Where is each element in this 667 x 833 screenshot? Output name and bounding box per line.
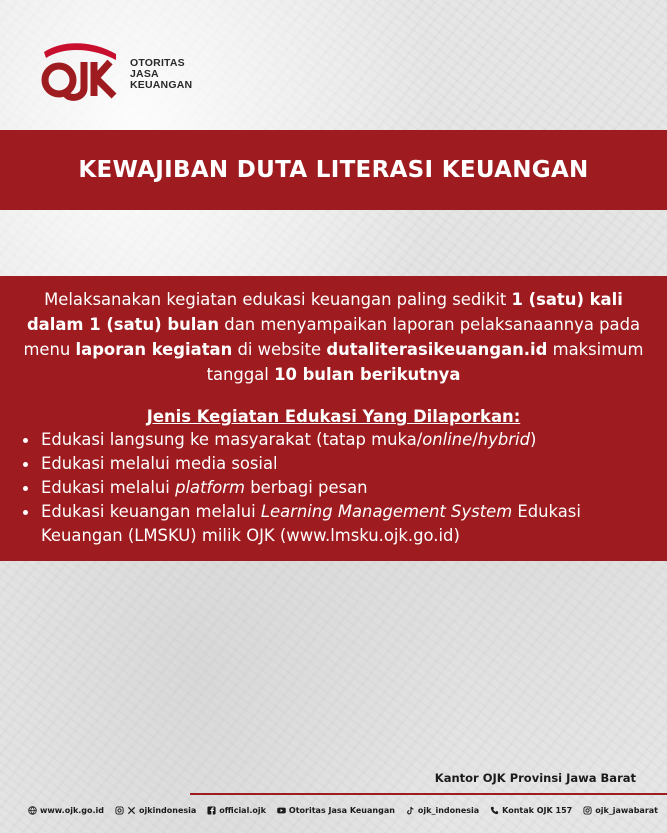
footer-text: Kontak OJK 157: [502, 806, 573, 815]
text: Edukasi keuangan melalui: [41, 502, 261, 521]
footer-youtube[interactable]: [277, 806, 395, 815]
obligation-paragraph: [14, 287, 653, 387]
ojk-logo-text: [130, 58, 192, 91]
bold-text: 10 bulan berikutnya: [274, 365, 461, 384]
list-item: [18, 428, 667, 452]
footer-text: www.ojk.go.id: [40, 806, 105, 815]
list-item: [18, 452, 667, 476]
logo-line: OTORITAS: [130, 57, 185, 69]
ojk-logo-mark: [40, 40, 120, 102]
x-icon: [127, 806, 136, 815]
office-label: Kantor OJK Provinsi Jawa Barat: [434, 771, 636, 785]
footer-text: ojk_indonesia: [417, 806, 480, 815]
youtube-icon: [277, 806, 286, 815]
logo-line: JASA: [130, 68, 159, 80]
tiktok-icon: [406, 806, 415, 815]
footer-divider: [190, 793, 667, 795]
footer-text: ojk_jawabarat: [595, 806, 658, 815]
list-item: [18, 500, 667, 548]
footer-tiktok[interactable]: [406, 806, 479, 815]
text: maksimum tanggal: [206, 340, 644, 384]
italic-text: hybrid: [477, 430, 530, 449]
bold-text: 1 (satu) kali dalam 1 (satu) bulan: [26, 290, 623, 334]
text: Edukasi langsung ke masyarakat (tatap muka/: [41, 430, 423, 449]
ojk-logo: [40, 40, 200, 102]
text: /: [472, 430, 478, 449]
phone-icon: [490, 806, 499, 815]
globe-icon: [28, 806, 37, 815]
text: dan menyampaikan laporan pelaksanaannya pada menu: [23, 315, 641, 359]
bold-text: dutaliterasikeuangan.id: [326, 340, 548, 359]
facebook-icon: [207, 806, 216, 815]
footer-text: ojkindonesia: [139, 806, 197, 815]
footer-contacts: [28, 806, 658, 815]
text: di website: [232, 340, 327, 359]
footer-social-ojkindonesia[interactable]: [115, 806, 196, 815]
body-band: [0, 276, 667, 561]
footer-text: official.ojk: [219, 806, 266, 815]
italic-text: online: [422, 430, 473, 449]
instagram-icon: [115, 806, 124, 815]
text: berbagi pesan: [245, 478, 368, 497]
footer-phone[interactable]: [490, 806, 572, 815]
activity-subheading: Jenis Kegiatan Edukasi Yang Dilaporkan:: [146, 407, 521, 426]
logo-line: KEUANGAN: [130, 79, 193, 91]
footer-website[interactable]: [28, 806, 104, 815]
text: Edukasi melalui: [41, 478, 176, 497]
footer-facebook[interactable]: [207, 806, 266, 815]
text: Melaksanakan kegiatan edukasi keuangan paling sedikit: [44, 290, 512, 309]
activity-list: [18, 428, 667, 548]
bold-text: laporan kegiatan: [75, 340, 233, 359]
text: Edukasi melalui media sosial: [41, 454, 278, 473]
text: Edukasi Keuangan (LMSKU) milik OJK (www.lmsku.ojk.go.id): [41, 502, 581, 545]
page-title: KEWAJIBAN DUTA LITERASI KEUANGAN: [78, 157, 589, 183]
italic-text: platform: [175, 478, 245, 497]
list-item: [18, 476, 667, 500]
italic-text: Learning Management System: [260, 502, 513, 521]
footer-instagram-jabar[interactable]: [583, 806, 658, 815]
footer-text: Otoritas Jasa Keuangan: [288, 806, 395, 815]
instagram-icon: [583, 806, 592, 815]
title-band: [0, 130, 667, 210]
text: ): [530, 430, 537, 449]
